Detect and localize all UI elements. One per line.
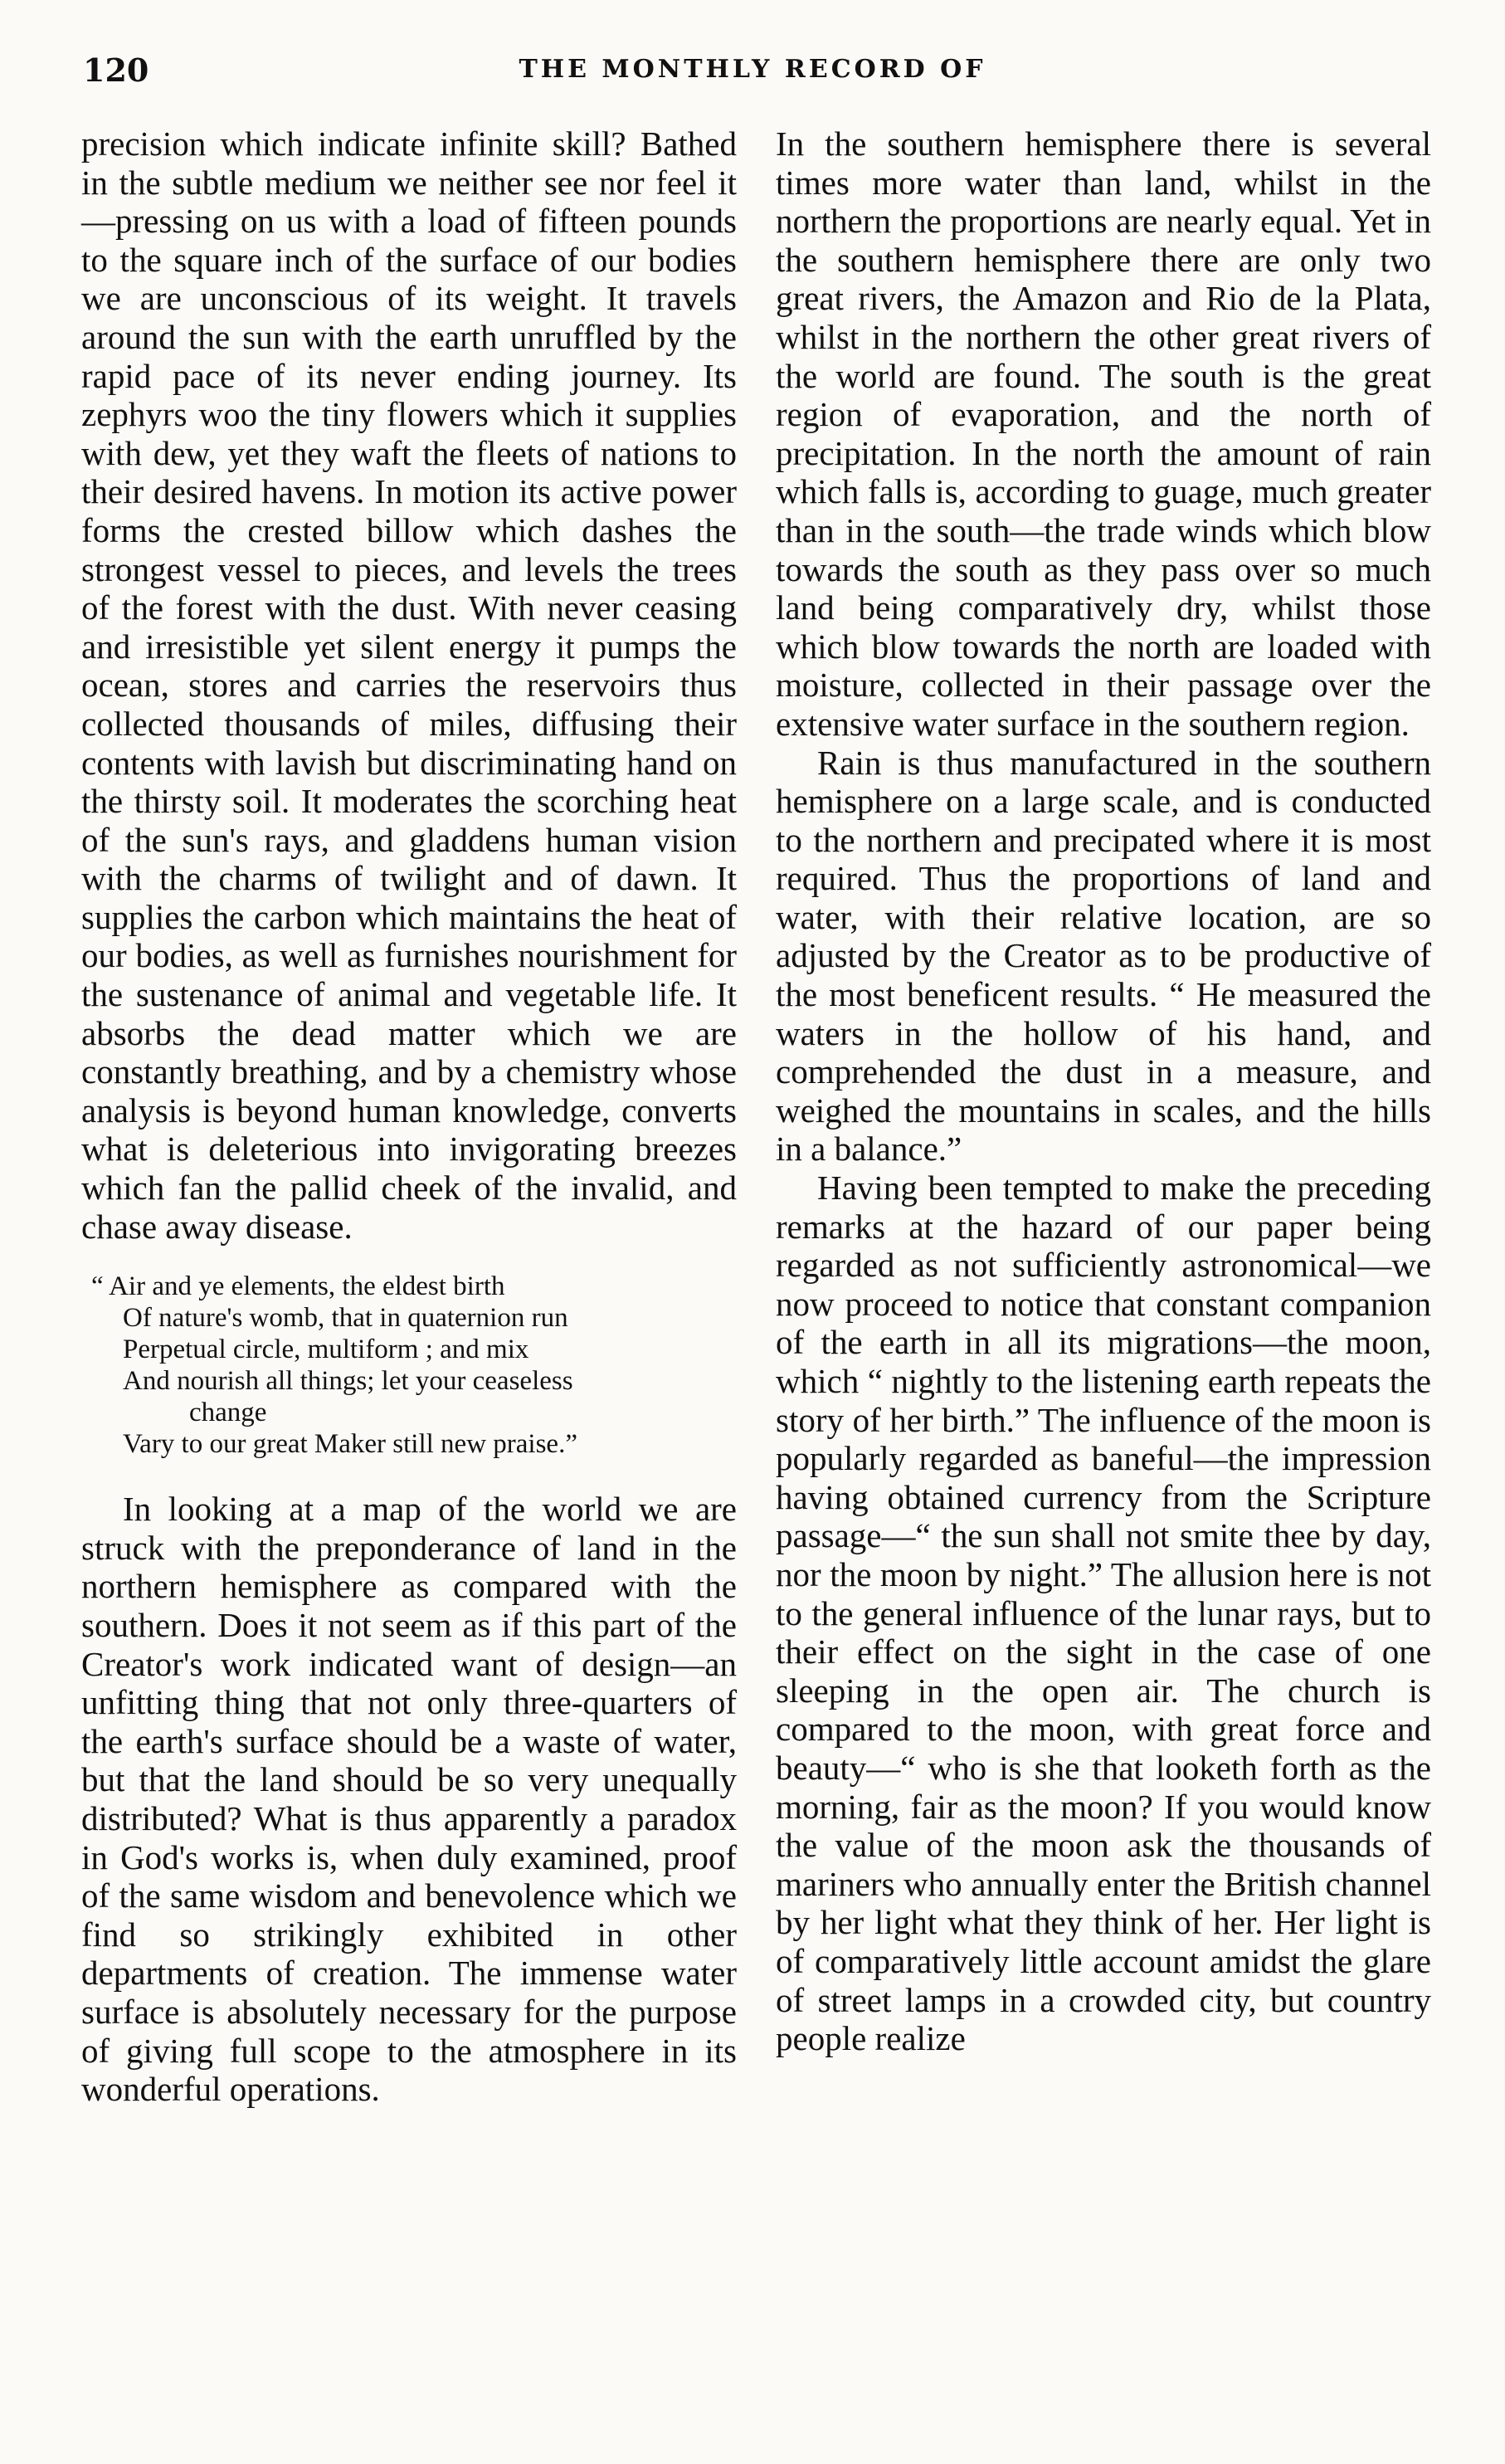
page-number: 120 xyxy=(83,51,149,89)
poem-line: Vary to our great Maker still new praise.” xyxy=(123,1429,577,1460)
right-column xyxy=(776,124,1431,2058)
poem-quote xyxy=(81,1271,737,1460)
poem-line: “ Air and ye elements, the eldest birth xyxy=(91,1271,505,1302)
left-column xyxy=(81,124,737,2109)
running-title: THE MONTHLY RECORD OF xyxy=(519,55,986,84)
poem-line: Of nature's womb, that in quaternion run xyxy=(123,1303,568,1334)
page-header xyxy=(83,51,1422,101)
paragraph-rain: Rain is thus manufactured in the southern hemisphere on a large scale, and is conducted to the northern and precipated where it is most required. Thus the proportions of land and water, with their relative location, are so adjusted by the Creator as to be productive of the most beneficent results. “ He measured the waters in the hollow of his hand, and comprehended the dust in a measure, and weighed the mountains in scales, and the hills in a balance.” xyxy=(776,743,1431,1169)
paragraph-atmosphere: precision which indicate infinite skill? Bathed in the subtle medium we neither see nor feel it—pressing on us with a load of fifteen pounds to the square inch of the surface of our bodies we are unconscious of its weight. It travels around the sun with the earth unruffled by the rapid pace of its never ending journey. Its zephyrs woo the tiny flowers which it supplies with dew, yet they waft the fleets of nations to their desired havens. In motion its active power forms the crested billow which dashes the strongest vessel to pieces, and levels the trees of the forest with the dust. With never ceasing and irresistible yet silent energy it pumps the ocean, stores and carries the reservoirs thus collected thousands of miles, diffusing their contents with lavish but discriminating hand on the thirsty soil. It moderates the scorching heat of the sun's rays, and gladdens human vision with the charms of twilight and of dawn. It supplies the carbon which maintains the heat of our bodies, as well as furnishes nourishment for the sustenance of animal and vegetable life. It absorbs the dead matter which we are constantly breathing, and by a chemistry whose analysis is beyond human knowledge, converts what is deleterious into invigorating breezes which fan the pallid cheek of the invalid, and chase away disease. xyxy=(81,124,737,1246)
paragraph-map-of-world: In looking at a map of the world we are struck with the preponderance of land in the northern hemisphere as compared with the southern. Does it not seem as if this part of the Creator's work indicated want of design—an unfitting thing that not only three-quarters of the earth's surface should be a waste of water, but that the land should be so very unequally distributed? What is thus apparently a paradox in God's works is, when duly examined, proof of the same wisdom and benevolence which we find so strikingly exhibited in other departments of creation. The immense water surface is absolutely necessary for the purpose of giving full scope to the atmosphere in its wonderful operations. xyxy=(81,1490,737,2109)
poem-line: And nourish all things; let your ceaseless xyxy=(123,1366,573,1397)
poem-line: Perpetual circle, multiform ; and mix xyxy=(123,1334,529,1365)
poem-line: change xyxy=(189,1398,267,1428)
paragraph-moon: Having been tempted to make the preceding remarks at the hazard of our paper being regarded as not sufficiently astronomical—we now proceed to notice that constant companion of the earth in all its migrations—the moon, which “ nightly to the listening earth repeats the story of her birth.” The influence of the moon is popularly regarded as baneful—the impression having obtained currency from the Scripture passage—“ the sun shall not smite thee by day, nor the moon by night.” The allusion here is not to the general influence of the lunar rays, but to their effect on the sight in the case of one sleeping in the open air. The church is compared to the moon, with great force and beauty—“ who is she that looketh forth as the morning, fair as the moon? If you would know the value of the moon ask the thousands of mariners who annually enter the British channel by her light what they think of her. Her light is of comparatively little account amidst the glare of street lamps in a crowded city, but country people realize xyxy=(776,1169,1431,2058)
paragraph-southern-hemisphere: In the southern hemisphere there is several times more water than land, whilst in the northern the proportions are nearly equal. Yet in the southern hemisphere there are only two great rivers, the Amazon and Rio de la Plata, whilst in the northern the other great rivers of the world are found. The south is the great region of evaporation, and the north of precipitation. In the north the amount of rain which falls is, according to guage, much greater than in the south—the trade winds which blow towards the south as they pass over so much land being comparatively dry, whilst those which blow towards the north are loaded with moisture, collected in their passage over the extensive water surface in the southern region. xyxy=(776,124,1431,743)
